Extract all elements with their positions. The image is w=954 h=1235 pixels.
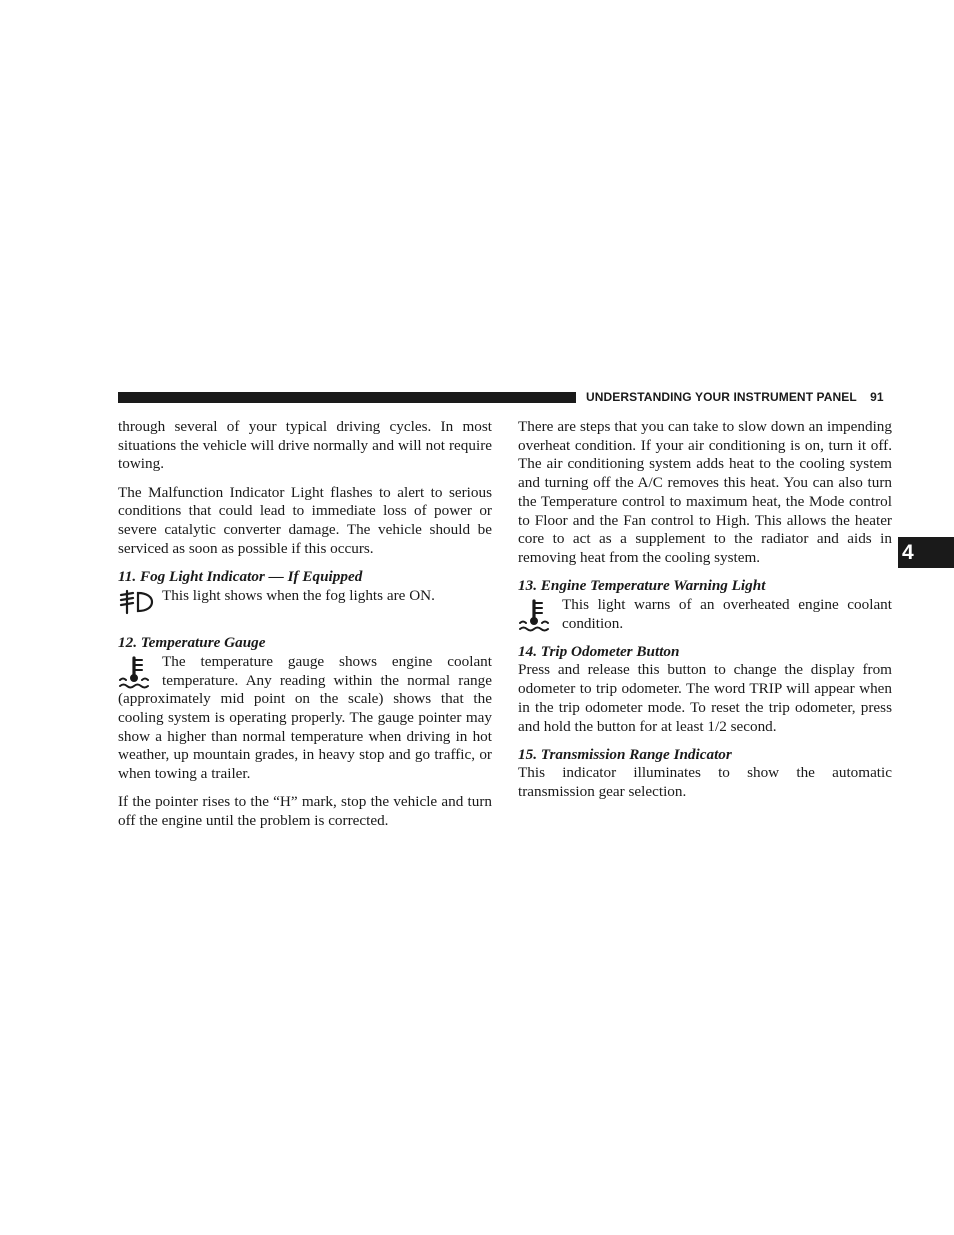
chapter-tab: 4 xyxy=(898,537,954,568)
coolant-temperature-icon xyxy=(118,655,154,689)
fog-light-icon xyxy=(118,589,154,615)
fog-light-block xyxy=(118,587,492,615)
section-title: UNDERSTANDING YOUR INSTRUMENT PANEL xyxy=(586,390,857,404)
section-heading-14: 14. Trip Odometer Button xyxy=(518,642,680,660)
section-heading-13: 13. Engine Temperature Warning Light xyxy=(518,577,766,595)
running-header xyxy=(586,390,884,404)
paragraph: Press and release this button to change the display from odometer to trip odometer. The word TRIP will appear when in the trip odometer mode. To reset the trip odometer, press and hold the button for at least 1/2 second. xyxy=(518,661,892,735)
paragraph: through several of your typical driving cycles. In most situations the vehicle will drive normally and will not require towing. xyxy=(118,418,492,473)
left-column xyxy=(118,418,492,840)
paragraph: If the pointer rises to the “H” mark, stop the vehicle and turn off the engine until the problem is corrected. xyxy=(118,793,492,829)
right-column xyxy=(518,418,892,811)
paragraph: This light warns of an overheated engine coolant condition. xyxy=(562,595,892,632)
engine-temp-block xyxy=(518,596,892,633)
paragraph: The Malfunction Indicator Light flashes to alert to serious conditions that could lead to immediate loss of power or severe catalytic converter damage. The vehicle should be serviced as soon as possible if this occurs. xyxy=(118,483,492,557)
header-rule xyxy=(118,392,576,403)
section-heading-11: 11. Fog Light Indicator — If Equipped xyxy=(118,567,363,585)
section-heading-15: 15. Transmission Range Indicator xyxy=(518,745,732,763)
coolant-temperature-icon xyxy=(518,598,554,632)
paragraph: This indicator illuminates to show the automatic transmission gear selection. xyxy=(518,764,892,801)
paragraph: This light shows when the fog lights are ON. xyxy=(162,586,435,604)
paragraph: There are steps that you can take to slow down an impending overheat condition. If your air conditioning is on, turn it off. The air conditioning system adds heat to the cooling system and turning off the A/C removes this heat. You can also turn the Temperature control to maximum heat, the Mode control to Floor and the Fan control to High. This allows the heater core to act as a supplement to the radiator and aids in removing heat from the cooling system. xyxy=(518,418,892,566)
section-heading-12: 12. Temperature Gauge xyxy=(118,634,266,652)
page-number: 91 xyxy=(870,390,884,404)
paragraph: The temperature gauge shows engine coolant temperature. Any reading within the normal range (approximately mid point on the scale) shows that the cooling system is operating properly. The gauge pointer may show a higher than normal temperature when driving in hot weather, up mountain grades, in heavy stop and go traffic, or when towing a trailer. xyxy=(118,652,492,783)
